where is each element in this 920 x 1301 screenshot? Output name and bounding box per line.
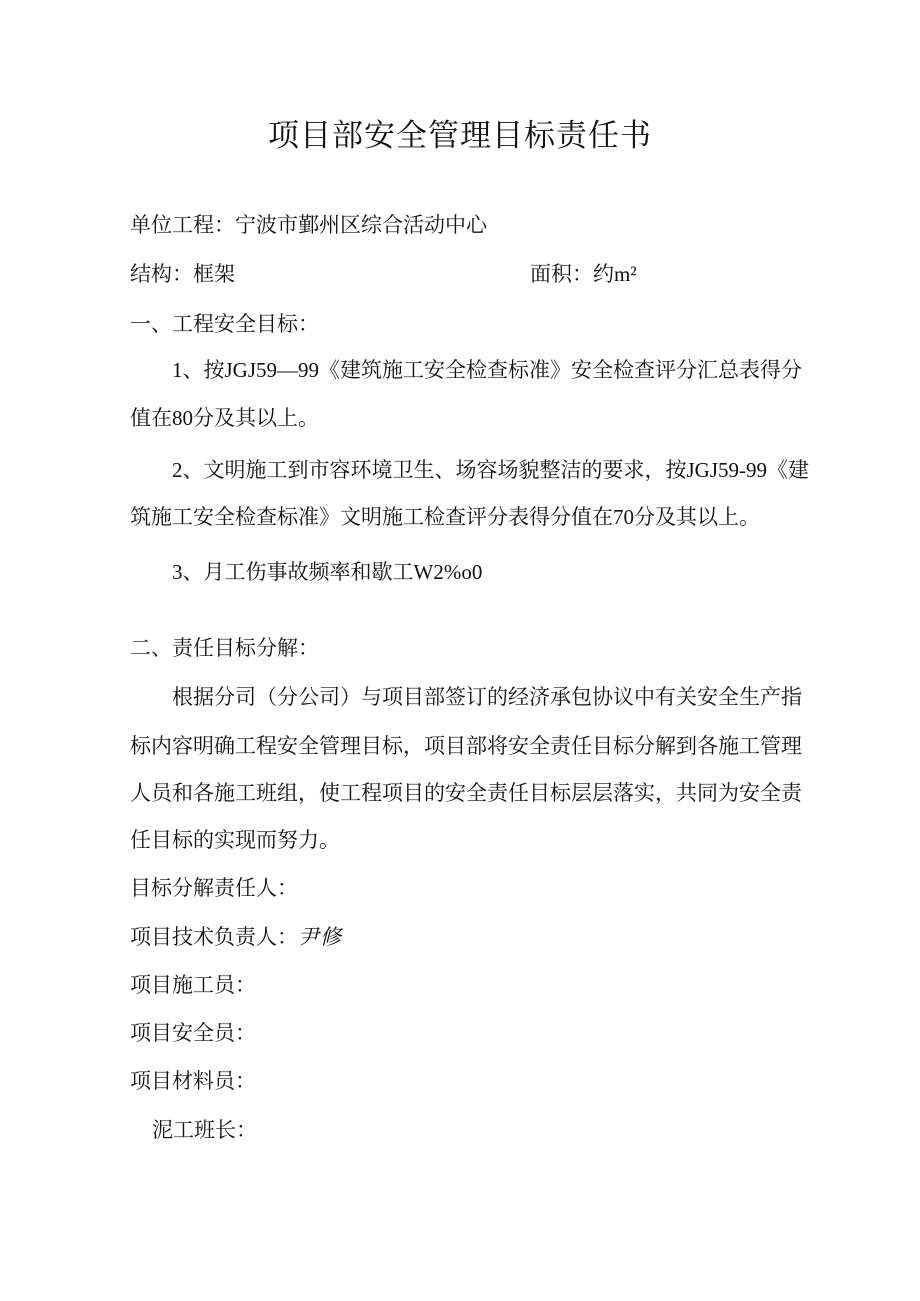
project-area: 面积：约m² xyxy=(530,262,637,286)
tech-lead-row xyxy=(130,922,342,952)
materials-officer-label: 项目材料员： xyxy=(130,1069,256,1093)
goal3: 3、月工伤事故频率和歇工W2%o0 xyxy=(172,560,483,584)
mason-leader-label: 泥工班长： xyxy=(152,1118,257,1142)
paragraph-line1: 根据分司（分公司）与项目部签订的经济承包协议中有关安全生产指 xyxy=(172,685,802,709)
section1-heading: 一、工程安全目标： xyxy=(130,312,319,336)
constructor-label: 项目施工员： xyxy=(130,973,256,997)
paragraph-line2: 标内容明确工程安全管理目标，项目部将安全责任目标分解到各施工管理 xyxy=(130,734,802,758)
responsible-heading: 目标分解责任人： xyxy=(130,876,298,900)
paragraph-line3: 人员和各施工班组，使工程项目的安全责任目标层层落实，共同为安全责 xyxy=(130,781,802,805)
section2-heading: 二、责任目标分解： xyxy=(130,636,319,660)
safety-officer-label: 项目安全员： xyxy=(130,1021,256,1045)
goal2-line2: 筑施工安全检查标准》文明施工检查评分表得分值在70分及其以上。 xyxy=(130,505,760,529)
goal2-line1: 2、文明施工到市容环境卫生、场容场貌整洁的要求，按JGJ59-99《建 xyxy=(172,458,810,482)
goal1-line1: 1、按JGJ59—99《建筑施工安全检查标准》安全检查评分汇总表得分 xyxy=(172,358,803,382)
paragraph-line4: 任目标的实现而努力。 xyxy=(130,828,340,852)
unit-project: 单位工程：宁波市鄞州区综合活动中心 xyxy=(130,213,487,237)
tech-lead-signature: 尹修 xyxy=(298,925,342,949)
tech-lead-label: 项目技术负责人： xyxy=(130,925,298,949)
goal1-line2: 值在80分及其以上。 xyxy=(130,406,319,430)
document-title: 项目部安全管理目标责任书 xyxy=(268,118,652,153)
structure-type: 结构：框架 xyxy=(130,262,235,286)
